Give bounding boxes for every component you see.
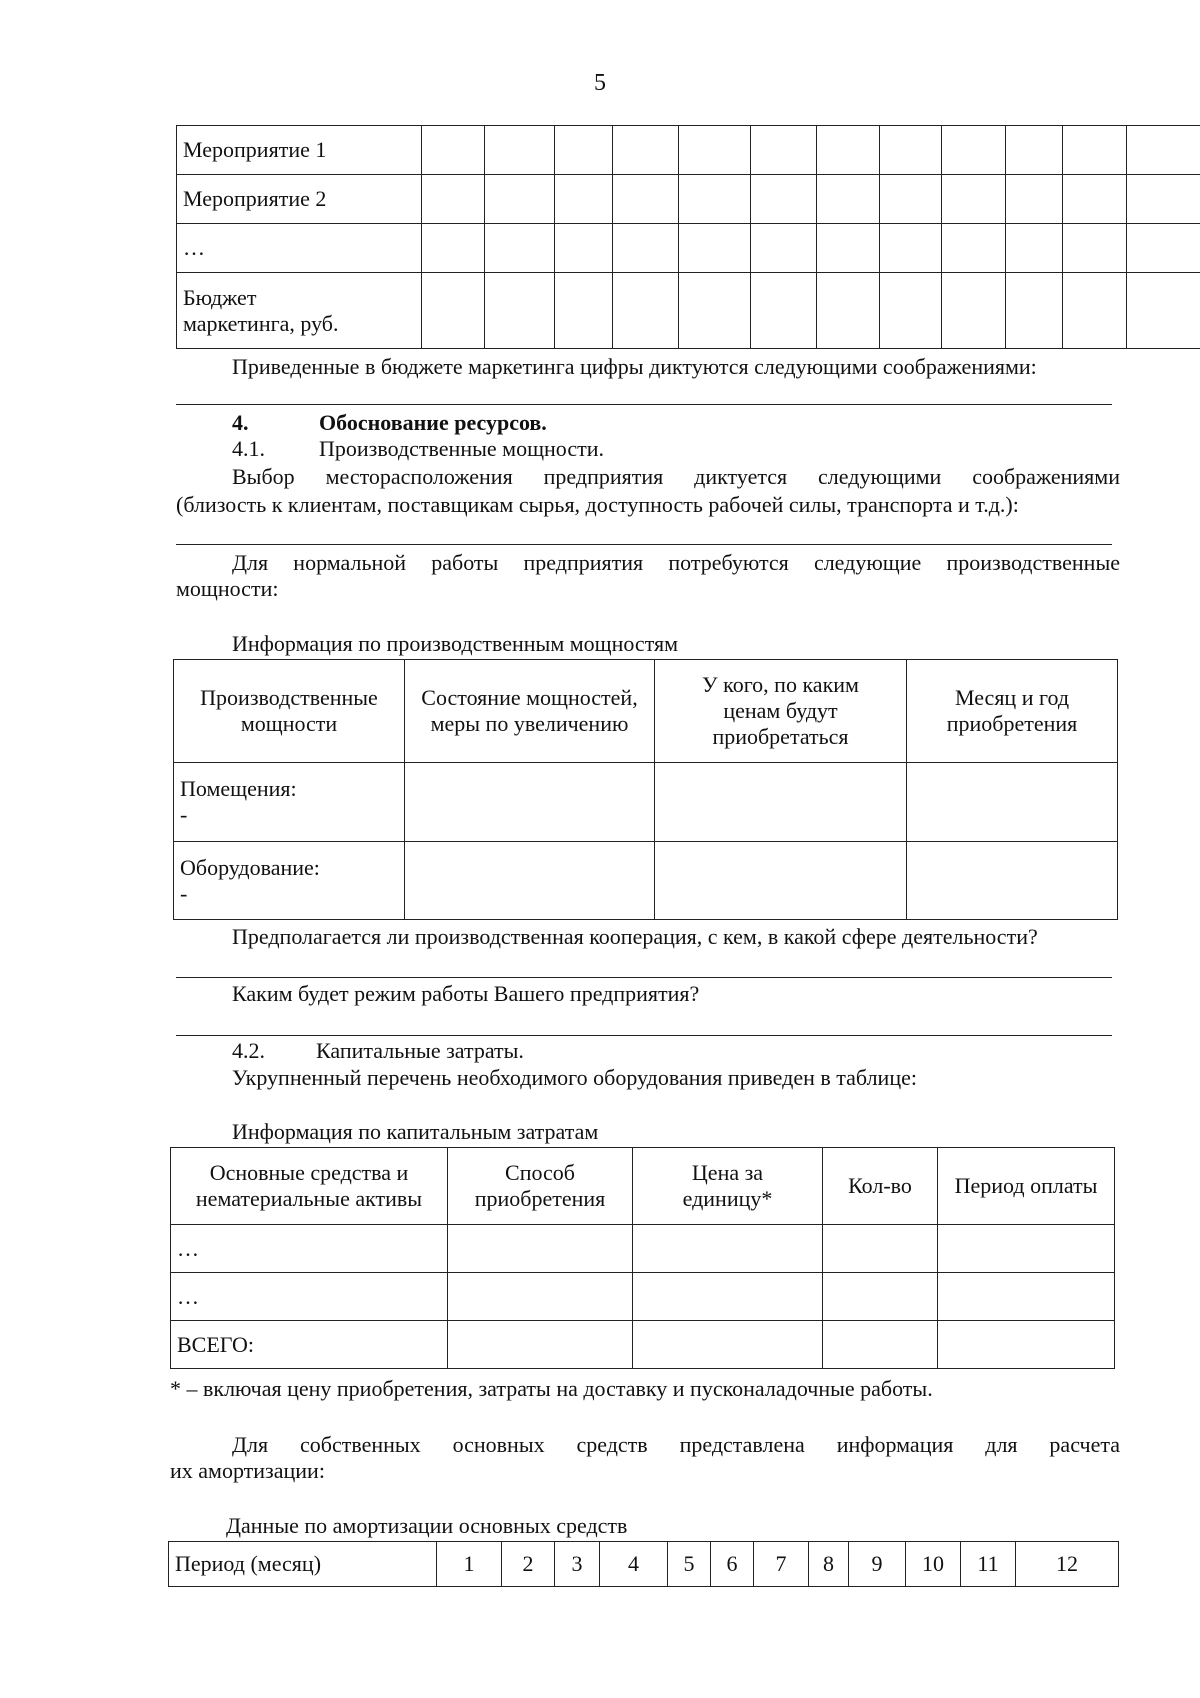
answer-line bbox=[176, 977, 1112, 978]
subsection-title: Капитальные затраты. bbox=[316, 1038, 524, 1063]
amortization-table-caption: Данные по амортизации основных средств bbox=[226, 1513, 628, 1538]
capacity-row-label: Оборудование: - bbox=[174, 842, 405, 920]
subsection-title: Производственные мощности. bbox=[319, 436, 604, 461]
month-cell: 5 bbox=[668, 1542, 711, 1587]
capex-table-caption: Информация по капитальным затратам bbox=[232, 1119, 599, 1144]
location-text-line2: (близость к клиентам, поставщикам сырья, доступность рабочей силы, транспорта и т.д.): bbox=[176, 492, 1019, 517]
marketing-row-label: Мероприятие 1 bbox=[177, 126, 422, 175]
capex-table bbox=[170, 1147, 1115, 1369]
month-cell: 4 bbox=[600, 1542, 668, 1587]
regime-question: Каким будет режим работы Вашего предприятия? bbox=[232, 981, 700, 1006]
capex-header: Кол-во bbox=[823, 1148, 938, 1225]
footnote: * – включая цену приобретения, затраты на доставку и пусконаладочные работы. bbox=[170, 1376, 933, 1401]
capacity-table-caption: Информация по производственным мощностям bbox=[232, 631, 679, 656]
month-cell: 2 bbox=[502, 1542, 555, 1587]
capex-header: Цена за единицу* bbox=[633, 1148, 823, 1225]
subsection-number: 4.1. bbox=[232, 436, 265, 461]
capacity-table bbox=[173, 659, 1118, 920]
marketing-row-label: … bbox=[177, 224, 422, 273]
page-number: 5 bbox=[594, 70, 606, 96]
month-cell: 8 bbox=[809, 1542, 849, 1587]
month-cell: 7 bbox=[754, 1542, 809, 1587]
capacity-text-line1: Для нормальной работы предприятия потребуются следующие производственные bbox=[232, 550, 1120, 575]
capex-header: Способ приобретения bbox=[448, 1148, 633, 1225]
capacity-header: Производственные мощности bbox=[174, 660, 405, 763]
capacity-row-label: Помещения: - bbox=[174, 763, 405, 842]
answer-line bbox=[176, 544, 1112, 545]
subsection-number: 4.2. bbox=[232, 1038, 265, 1063]
capacity-header: У кого, по каким ценам будут приобретаться bbox=[655, 660, 907, 763]
capacity-header: Состояние мощностей, меры по увеличению bbox=[405, 660, 655, 763]
marketing-budget-label: Бюджет маркетинга, руб. bbox=[177, 273, 422, 349]
cooperation-question: Предполагается ли производственная кооперация, с кем, в какой сфере деятельности? bbox=[232, 924, 1038, 949]
period-label: Период (месяц) bbox=[169, 1542, 437, 1587]
amortization-table bbox=[168, 1541, 1119, 1587]
month-cell: 6 bbox=[711, 1542, 754, 1587]
month-cell: 1 bbox=[437, 1542, 502, 1587]
location-text-line1: Выбор месторасположения предприятия диктуется следующими соображениями bbox=[232, 464, 1120, 489]
answer-line bbox=[176, 404, 1112, 405]
marketing-budget-table bbox=[176, 125, 1200, 349]
month-cell: 10 bbox=[906, 1542, 961, 1587]
capex-row-label: … bbox=[171, 1273, 448, 1321]
capex-text: Укрупненный перечень необходимого оборудования приведен в таблице: bbox=[232, 1065, 917, 1090]
answer-line bbox=[176, 1035, 1112, 1036]
month-cell: 3 bbox=[555, 1542, 600, 1587]
capacity-text-line2: мощности: bbox=[176, 576, 279, 601]
month-cell: 12 bbox=[1016, 1542, 1119, 1587]
section-number: 4. bbox=[232, 410, 249, 435]
capex-total-label: ВСЕГО: bbox=[171, 1321, 448, 1369]
amortization-text-line2: их амортизации: bbox=[170, 1458, 325, 1483]
marketing-row-label: Мероприятие 2 bbox=[177, 175, 422, 224]
amortization-text-line1: Для собственных основных средств представлена информация для расчета bbox=[232, 1432, 1120, 1457]
capex-row-label: … bbox=[171, 1225, 448, 1273]
month-cell: 9 bbox=[849, 1542, 906, 1587]
capex-header: Период оплаты bbox=[938, 1148, 1115, 1225]
capex-header: Основные средства и нематериальные активы bbox=[171, 1148, 448, 1225]
section-title: Обоснование ресурсов. bbox=[319, 410, 547, 435]
capacity-header: Месяц и год приобретения bbox=[907, 660, 1118, 763]
month-cell: 11 bbox=[961, 1542, 1016, 1587]
marketing-note: Приведенные в бюджете маркетинга цифры диктуются следующими соображениями: bbox=[232, 354, 1037, 379]
